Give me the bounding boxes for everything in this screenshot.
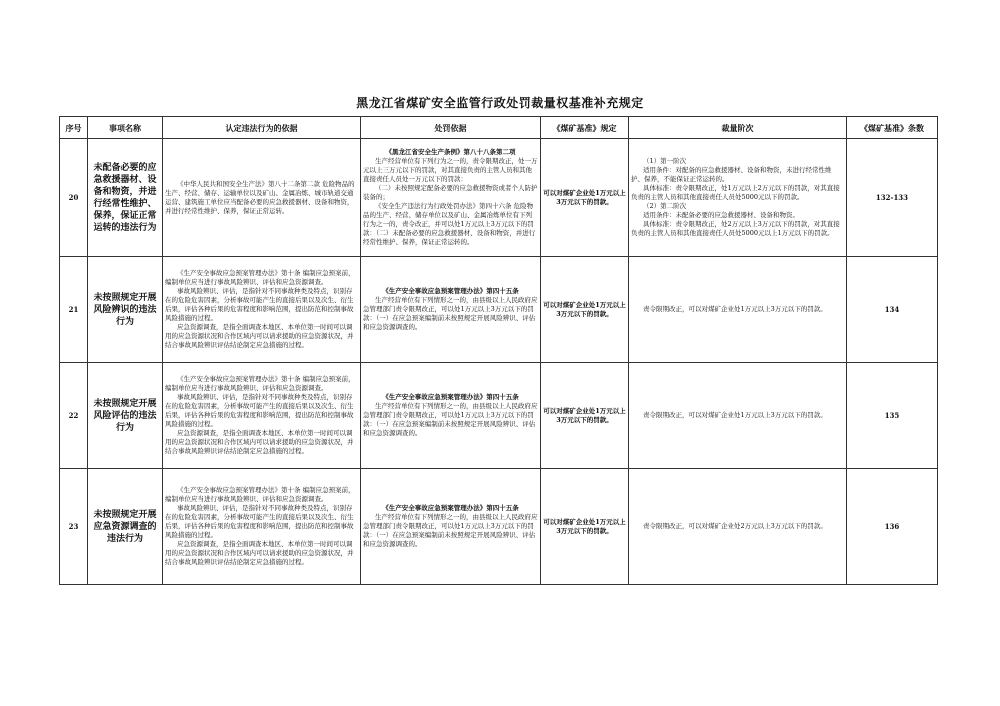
row-punish (361, 363, 541, 469)
row-cnt: 134 (847, 257, 938, 363)
row-no: 21 (60, 257, 88, 363)
punish-para: 《安全生产违法行为行政处罚办法》第四十六条 危险物品的生产、经营、储存单位以及矿山、金属冶炼单位有下列行为之一的，责令改正，并可以处1万元以上3万元以下的罚款：（二）未配备必要的应急救援器材、设备和物资，并进行经常性维护、保养，保证正常运转的。 (363, 202, 536, 246)
basis-para: 《生产安全事故应急预案管理办法》第十条 编制应急预案前，编制单位应当进行事故风险辨识、评估和应急资源调查。 (165, 375, 355, 392)
punish-para: （二）未按照规定配备必要的应急救援物资或者个人防护装备的； (363, 184, 538, 201)
row-cnt: 135 (847, 363, 938, 469)
header-basis: 认定违法行为的依据 (163, 117, 361, 139)
table-row (60, 257, 938, 363)
row-cnt: 132-133 (847, 139, 938, 257)
header-punish: 处罚依据 (361, 117, 541, 139)
header-cnt: 《煤矿基准》条数 (847, 117, 938, 139)
row-basis (163, 469, 361, 585)
punish-para: 生产经营单位有下列情形之一的，由县级以上人民政府应急管理部门责令限期改正，可以处1万元以上3万元以下的罚款：（一）在应急预案编制前未按照规定开展风险辨识、评估和应急资源调查的。 (363, 402, 538, 437)
row-punish (361, 139, 541, 257)
step-para: 责令限期改正，可以对煤矿企业处1万元以上3万元以下的罚款。 (643, 305, 827, 313)
step-para: （2）第二阶次 (643, 202, 687, 210)
table-row (60, 139, 938, 257)
row-std: 可以对煤矿企业处1万元以上3万元以下的罚款。 (541, 469, 629, 585)
step-para: 责令限期改正，可以对煤矿企业处1万元以上3万元以下的罚款。 (643, 411, 827, 419)
basis-para: 事故风险辨识、评估，是指针对不同事故种类及特点，识别存在的危险危害因素，分析事故可能产生的直接后果以及次生、衍生后果，评估各种后果的危害程度和影响范围，提出防范和控制事故风险措施的过程。 (165, 504, 354, 539)
row-item: 未按照规定开展风险辨识的违法行为 (88, 257, 163, 363)
basis-para: 事故风险辨识、评估，是指针对不同事故种类及特点，识别存在的危险危害因素，分析事故可能产生的直接后果以及次生、衍生后果，评估各种后果的危害程度和影响范围，提出防范和控制事故风险措施的过程。 (165, 287, 354, 322)
basis-para: 《生产安全事故应急预案管理办法》第十条 编制应急预案前，编制单位应当进行事故风险辨识、评估和应急资源调查。 (165, 269, 355, 286)
punish-title: 《生产安全事故应急预案管理办法》第四十五条 (382, 504, 519, 512)
row-punish (361, 257, 541, 363)
basis-para: 应急资源调查，是指全面调查本地区、本单位第一时间可以调用的应急资源状况和合作区域内可以请求援助的应急资源状况，并结合事故风险辨识评估结论制定应急措施的过程。 (165, 429, 354, 455)
row-no: 23 (60, 469, 88, 585)
row-no: 22 (60, 363, 88, 469)
page-title: 黑龙江省煤矿安全监管行政处罚裁量权基准补充规定 (356, 96, 644, 110)
header-row (60, 117, 938, 139)
row-no: 20 (60, 139, 88, 257)
table-row (60, 469, 938, 585)
row-item: 未配备必要的应急救援器材、设备和物资，并进行经常性维护、保养，保证正常运转的违法行为 (88, 139, 163, 257)
basis-para: 事故风险辨识、评估，是指针对不同事故种类及特点，识别存在的危险危害因素，分析事故可能产生的直接后果以及次生、衍生后果，评估各种后果的危害程度和影响范围，提出防范和控制事故风险措施的过程。 (165, 393, 354, 428)
row-std: 可以对煤矿企业处1万元以上3万元以下的罚款。 (541, 139, 629, 257)
table-row (60, 363, 938, 469)
punish-title: 《生产安全事故应急预案管理办法》第四十五条 (382, 287, 519, 295)
header-std: 《煤矿基准》规定 (541, 117, 629, 139)
step-para: 适用条件：对配备的应急救援器材、设备和物资，未进行经常性维护、保养，不能保证正常运转的。 (631, 166, 832, 183)
basis-para: 《生产安全事故应急预案管理办法》第十条 编制应急预案前，编制单位应当进行事故风险辨识、评估和应急资源调查。 (165, 486, 355, 503)
row-item: 未按照规定开展应急资源调查的违法行为 (88, 469, 163, 585)
punish-title: 《生产安全事故应急预案管理办法》第四十五条 (382, 393, 519, 401)
row-punish (361, 469, 541, 585)
step-para: 具体标准：责令限期改正，处1万元以上2万元以下的罚款，对其直接负责的主管人员和其他直接责任人员处5000元以下的罚款。 (631, 184, 840, 201)
row-basis (163, 139, 361, 257)
header-no: 序号 (60, 117, 88, 139)
step-para: 具体标准：责令限期改正，处2万元以上3万元以下的罚款，对其直接负责的主管人员和其他直接责任人员处5000元以上1万元以下的罚款。 (631, 220, 840, 237)
punish-para: 生产经营单位有下列情形之一的，由县级以上人民政府应急管理部门责令限期改正，可以处1万元以上3万元以下的罚款：（一）在应急预案编制前未按照规定开展风险辨识、评估和应急资源调查的。 (363, 513, 538, 548)
row-cnt: 136 (847, 469, 938, 585)
punish-title: 《黑龙江省安全生产条例》第八十八条第二项 (385, 148, 516, 156)
row-step (629, 257, 847, 363)
row-basis (163, 363, 361, 469)
punish-para: 生产经营单位有下列行为之一的，责令限期改正，处一万元以上三万元以下的罚款，对其直接负责的主管人员和其他直接责任人员处一万元以下的罚款： (363, 157, 538, 183)
header-item: 事项名称 (88, 117, 163, 139)
step-para: （1）第一阶次 (643, 157, 687, 165)
row-step (629, 469, 847, 585)
row-step (629, 139, 847, 257)
row-std: 可以对煤矿企业处1万元以上3万元以下的罚款。 (541, 363, 629, 469)
row-basis (163, 257, 361, 363)
regulation-table (59, 116, 938, 585)
row-item: 未按照规定开展风险评估的违法行为 (88, 363, 163, 469)
step-para: 责令限期改正，可以对煤矿企业处2万元以上3万元以下的罚款。 (643, 522, 827, 530)
basis-para: 应急资源调查，是指全面调查本地区、本单位第一时间可以调用的应急资源状况和合作区域内可以请求援助的应急资源状况，并结合事故风险辨识评估结论制定应急措施的过程。 (165, 540, 354, 566)
basis-para: 应急资源调查，是指全面调查本地区、本单位第一时间可以调用的应急资源状况和合作区域内可以请求援助的应急资源状况，并结合事故风险辨识评估结论制定应急措施的过程。 (165, 323, 354, 349)
punish-para: 生产经营单位有下列情形之一的，由县级以上人民政府应急管理部门责令限期改正，可以处1万元以上3万元以下的罚款：（一）在应急预案编制前未按照规定开展风险辨识、评估和应急资源调查的。 (363, 296, 538, 331)
header-step: 裁量阶次 (629, 117, 847, 139)
row-step (629, 363, 847, 469)
row-std: 可以对煤矿企业处1万元以上3万元以下的罚款。 (541, 257, 629, 363)
step-para: 适用条件：未配备必要的应急救援器材、设备和物资。 (643, 211, 799, 219)
basis-para: 《中华人民共和国安全生产法》第八十二条第二款 危险物品的生产、经营、储存、运输单位以及矿山、金属冶炼、城市轨道交通运营、建筑施工单位应当配备必要的应急救援器材、设备和物资，并进行经常性维护、保养，保证正常运转。 (165, 179, 355, 215)
